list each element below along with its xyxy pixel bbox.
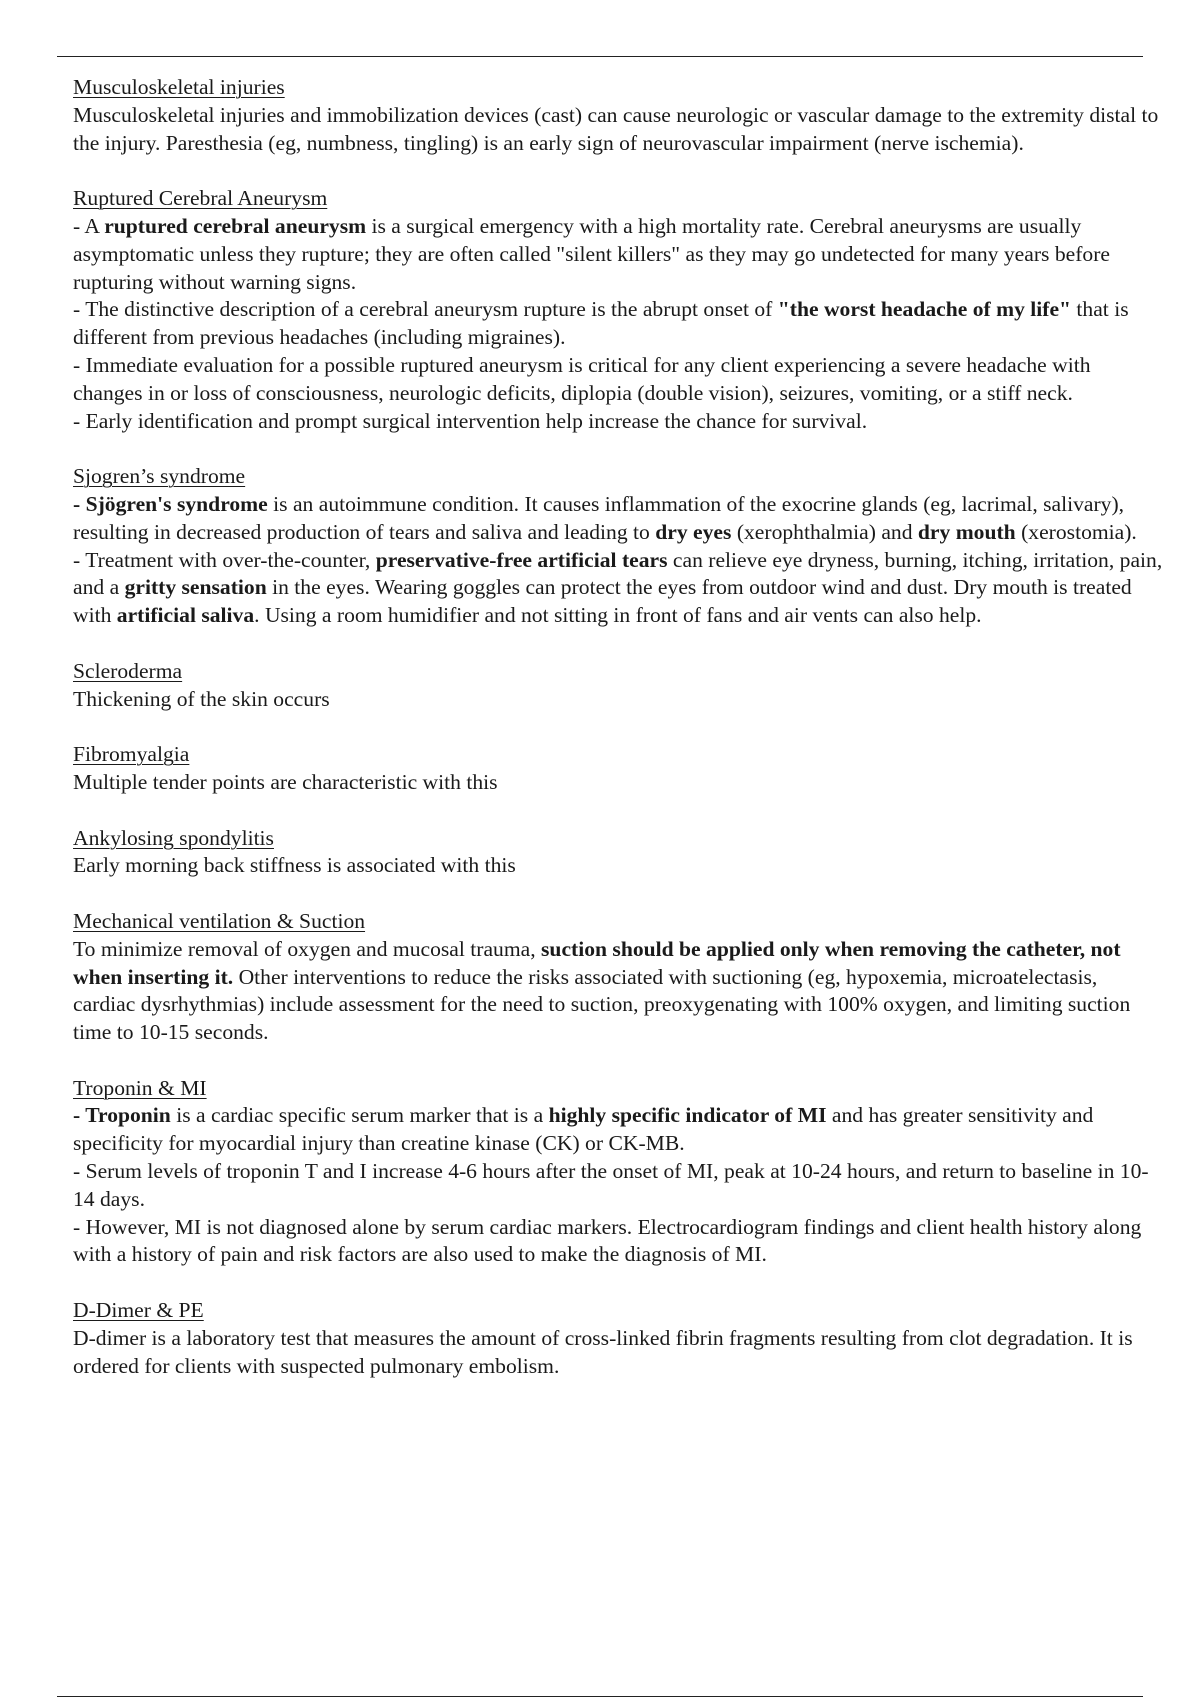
section-title: Sjogren’s syndrome bbox=[73, 464, 246, 489]
body-text: - Treatment with over-the-counter, bbox=[73, 547, 376, 572]
body-text: - Serum levels of troponin T and I increase 4-6 hours after the onset of MI, peak at 10-24 hours, and return to baseline in 10-14 days. bbox=[73, 1159, 1149, 1211]
body-text: - Immediate evaluation for a possible ruptured aneurysm is critical for any client experiencing a severe headache with changes in or loss of consciousness, neurologic deficits, diplopia (double vision), seizures, vomiting, or a stiff neck. bbox=[73, 352, 1091, 405]
section-musculoskeletal-injuries bbox=[73, 74, 1163, 157]
body-text: Other interventions to reduce the risks associated with suctioning (eg, hypoxemia, microatelectasis, cardiac dysrhythmias) include assessment for the need to suction, preoxygenating with 100% oxygen, and limiting suction time to 10-15 seconds. bbox=[73, 964, 1131, 1045]
paragraph bbox=[73, 852, 1163, 880]
section-title: Musculoskeletal injuries bbox=[73, 75, 285, 99]
section-troponin-mi bbox=[73, 1075, 1163, 1270]
emphasis-text: artificial saliva bbox=[116, 603, 255, 628]
paragraph bbox=[73, 102, 1163, 158]
section-d-dimer-pe bbox=[73, 1297, 1163, 1380]
section-ruptured-cerebral-aneurysm bbox=[73, 185, 1163, 435]
paragraph bbox=[73, 213, 1163, 296]
paragraph bbox=[73, 1102, 1163, 1158]
section-title: Ankylosing spondylitis bbox=[73, 825, 274, 850]
paragraph bbox=[73, 936, 1163, 1047]
document-body bbox=[73, 74, 1163, 1408]
section-title: Ruptured Cerebral Aneurysm bbox=[73, 186, 328, 211]
body-text: Thickening of the skin occurs bbox=[73, 686, 330, 711]
section-title: Troponin & MI bbox=[73, 1075, 207, 1100]
body-text: Multiple tender points are characteristic with this bbox=[73, 769, 498, 794]
paragraph bbox=[73, 686, 1163, 714]
paragraph bbox=[73, 547, 1163, 630]
paragraph bbox=[73, 1158, 1163, 1214]
paragraph bbox=[73, 491, 1163, 547]
paragraph bbox=[73, 1214, 1163, 1270]
emphasis-text: "the worst headache of my life" bbox=[777, 297, 1072, 322]
body-text: is a surgical emergency with a high mortality rate. Cerebral aneurysms are usually asymptomatic unless they rupture; they are often called "silent killers" as they may go undetected for many years before rupturing without warning signs. bbox=[73, 213, 1110, 294]
section-scleroderma bbox=[73, 658, 1163, 714]
emphasis-text: ruptured cerebral aneurysm bbox=[104, 213, 367, 238]
section-fibromyalgia bbox=[73, 741, 1163, 797]
paragraph bbox=[73, 408, 1163, 436]
body-text: (xerostomia). bbox=[1015, 519, 1137, 544]
section-title: Scleroderma bbox=[73, 658, 183, 683]
body-text: and has greater sensitivity and specificity for myocardial injury than creatine kinase (CK) or CK-MB. bbox=[73, 1103, 1094, 1156]
body-text: that is different from previous headaches (including migraines). bbox=[73, 297, 1129, 350]
body-text: - Early identification and prompt surgical intervention help increase the chance for survival. bbox=[73, 408, 868, 433]
section-title: Mechanical ventilation & Suction bbox=[73, 908, 366, 933]
paragraph bbox=[73, 769, 1163, 797]
section-mechanical-ventilation-suction bbox=[73, 908, 1163, 1047]
emphasis-text: highly specific indicator of MI bbox=[548, 1103, 827, 1128]
section-ankylosing-spondylitis bbox=[73, 825, 1163, 881]
emphasis-text: - Sjögren's syndrome bbox=[73, 491, 268, 516]
paragraph bbox=[73, 352, 1163, 408]
body-text: - The distinctive description of a cerebral aneurysm rupture is the abrupt onset of bbox=[73, 297, 778, 322]
body-text: To minimize removal of oxygen and mucosal trauma, bbox=[73, 936, 542, 961]
emphasis-text: dry mouth bbox=[917, 519, 1016, 544]
emphasis-text: dry eyes bbox=[655, 519, 732, 544]
body-text: Musculoskeletal injuries and immobilization devices (cast) can cause neurologic or vascular damage to the extremity distal to the injury. Paresthesia (eg, numbness, tingling) is an early sign of neurovascular impairment (nerve ischemia). bbox=[73, 102, 1159, 155]
emphasis-text: gritty sensation bbox=[124, 575, 267, 600]
body-text: in the eyes. Wearing goggles can protect the eyes from outdoor wind and dust. Dry mouth is treated with bbox=[73, 575, 1132, 628]
section-sjogren-s-syndrome bbox=[73, 463, 1163, 630]
section-title: D-Dimer & PE bbox=[73, 1298, 204, 1323]
section-title: Fibromyalgia bbox=[73, 742, 190, 767]
emphasis-text: suction should be applied only when removing the catheter, not when inserting it. bbox=[73, 936, 1121, 989]
body-text: can relieve eye dryness, burning, itching, irritation, pain, and a bbox=[73, 547, 1163, 600]
body-text: D-dimer is a laboratory test that measures the amount of cross-linked fibrin fragments resulting from clot degradation. It is ordered for clients with suspected pulmonary embolism. bbox=[73, 1325, 1133, 1378]
emphasis-text: - Troponin bbox=[73, 1103, 171, 1128]
body-text: - However, MI is not diagnosed alone by serum cardiac markers. Electrocardiogram findings and client health history along with a history of pain and risk factors are also used to make the diagnosis of MI. bbox=[73, 1214, 1142, 1267]
body-text: . Using a room humidifier and not sitting in front of fans and air vents can also help. bbox=[254, 603, 982, 628]
top-divider bbox=[57, 56, 1143, 57]
emphasis-text: preservative-free artificial tears bbox=[375, 547, 668, 572]
bottom-divider bbox=[57, 1696, 1143, 1697]
body-text: is an autoimmune condition. It causes inflammation of the exocrine glands (eg, lacrimal, salivary), resulting in decreased production of tears and saliva and leading to bbox=[73, 491, 1125, 544]
body-text: (xerophthalmia) and bbox=[731, 519, 918, 544]
paragraph bbox=[73, 1325, 1163, 1381]
body-text: is a cardiac specific serum marker that is a bbox=[170, 1103, 549, 1128]
body-text: - A bbox=[73, 213, 105, 238]
paragraph bbox=[73, 296, 1163, 352]
body-text: Early morning back stiffness is associated with this bbox=[73, 853, 516, 878]
